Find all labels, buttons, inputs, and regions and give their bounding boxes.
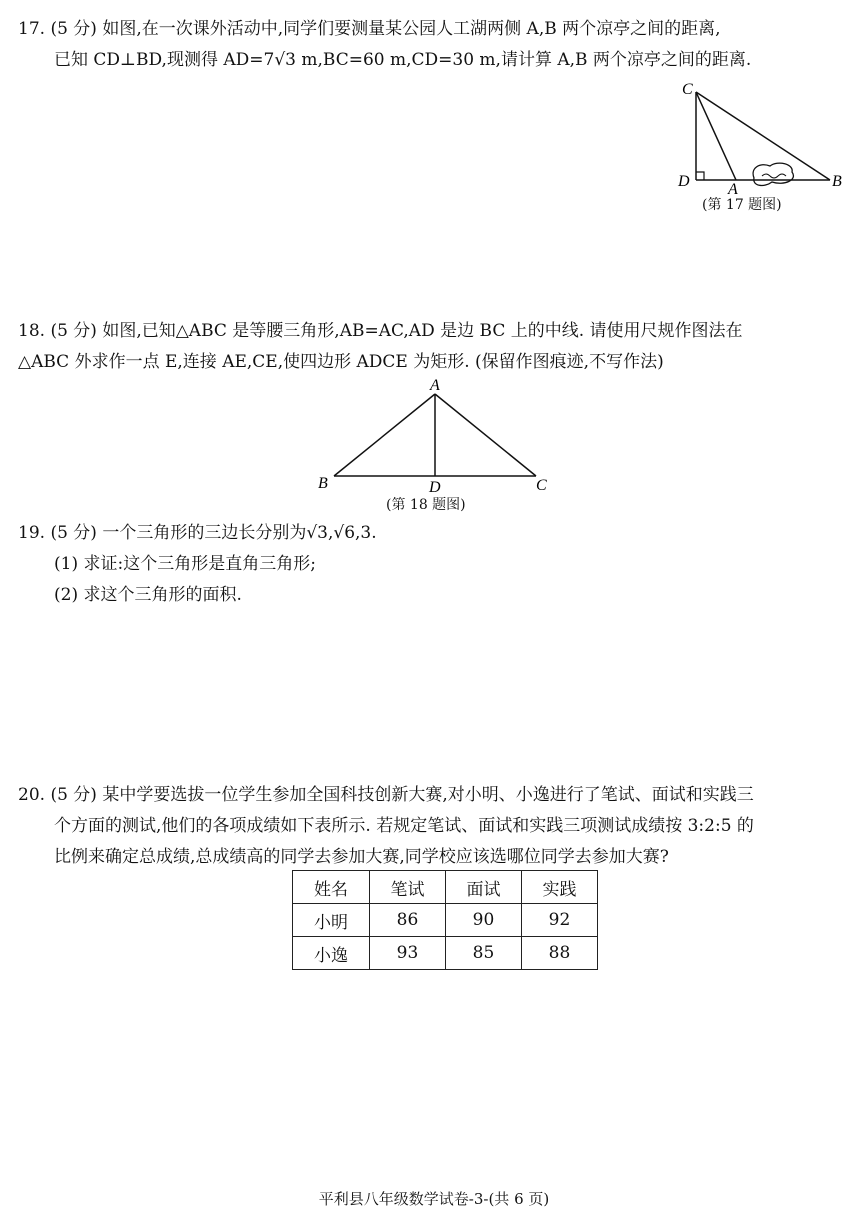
question-18-line-1: 18. (5 分) 如图,已知△ABC 是等腰三角形,AB=AC,AD 是边 BC 上的中线. 请使用尺规作图法在: [18, 321, 743, 341]
table-cell: 小明: [293, 904, 370, 937]
label-b: B: [318, 475, 328, 492]
label-c: C: [682, 81, 693, 98]
question-18: [18, 316, 848, 378]
segment-ab: [334, 394, 435, 476]
label-b: B: [832, 173, 842, 190]
table-cell: 85: [446, 937, 522, 970]
question-19: [18, 518, 848, 611]
table-header-cell: 笔试: [370, 871, 446, 904]
question-20-line-1: 20. (5 分) 某中学要选拔一位学生参加全国科技创新大赛,对小明、小逸进行了笔试、面试和实践三: [18, 785, 754, 805]
question-17: [18, 14, 848, 76]
table-cell: 88: [522, 937, 598, 970]
figure-18-caption: (第 18 题图): [386, 497, 466, 513]
question-19-part-2: (2) 求这个三角形的面积.: [54, 585, 242, 605]
lake-icon: [753, 163, 793, 185]
figure-17-caption: (第 17 题图): [702, 197, 782, 213]
question-17-line-2: 已知 CD⊥BD,现测得 AD=7√3 m,BC=60 m,CD=30 m,请计算 A,B 两个凉亭之间的距离.: [54, 50, 752, 70]
label-a: A: [430, 377, 440, 394]
table-header-cell: 姓名: [293, 871, 370, 904]
label-d: D: [429, 479, 441, 492]
table-row: [293, 904, 598, 937]
figure-17: [672, 80, 852, 198]
question-20: [18, 780, 848, 873]
label-d: D: [678, 173, 690, 190]
table-cell: 92: [522, 904, 598, 937]
table-cell: 90: [446, 904, 522, 937]
page-footer: 平利县八年级数学试卷-3-(共 6 页): [318, 1190, 550, 1208]
table-cell: 86: [370, 904, 446, 937]
table-header-cell: 实践: [522, 871, 598, 904]
question-19-part-1: (1) 求证:这个三角形是直角三角形;: [54, 554, 316, 574]
right-angle-mark: [696, 172, 704, 180]
water-wave-icon: [762, 174, 786, 178]
figure-18: [314, 376, 554, 492]
scores-table: [292, 870, 598, 970]
question-18-line-2: △ABC 外求作一点 E,连接 AE,CE,使四边形 ADCE 为矩形. (保留作图痕迹,不写作法): [18, 352, 664, 372]
question-17-line-1: 17. (5 分) 如图,在一次课外活动中,同学们要测量某公园人工湖两侧 A,B 两个凉亭之间的距离,: [18, 19, 721, 39]
label-a: A: [728, 181, 738, 198]
table-cell: 小逸: [293, 937, 370, 970]
segment-ac: [435, 394, 536, 476]
label-c: C: [536, 477, 547, 492]
table-row: [293, 937, 598, 970]
question-20-line-2: 个方面的测试,他们的各项成绩如下表所示. 若规定笔试、面试和实践三项测试成绩按 3:2:5 的: [54, 816, 754, 836]
table-header-cell: 面试: [446, 871, 522, 904]
table-cell: 93: [370, 937, 446, 970]
table-header-row: [293, 871, 598, 904]
question-20-line-3: 比例来确定总成绩,总成绩高的同学去参加大赛,同学校应该选哪位同学去参加大赛?: [54, 847, 669, 867]
question-19-line-1: 19. (5 分) 一个三角形的三边长分别为√3,√6,3.: [18, 523, 377, 543]
